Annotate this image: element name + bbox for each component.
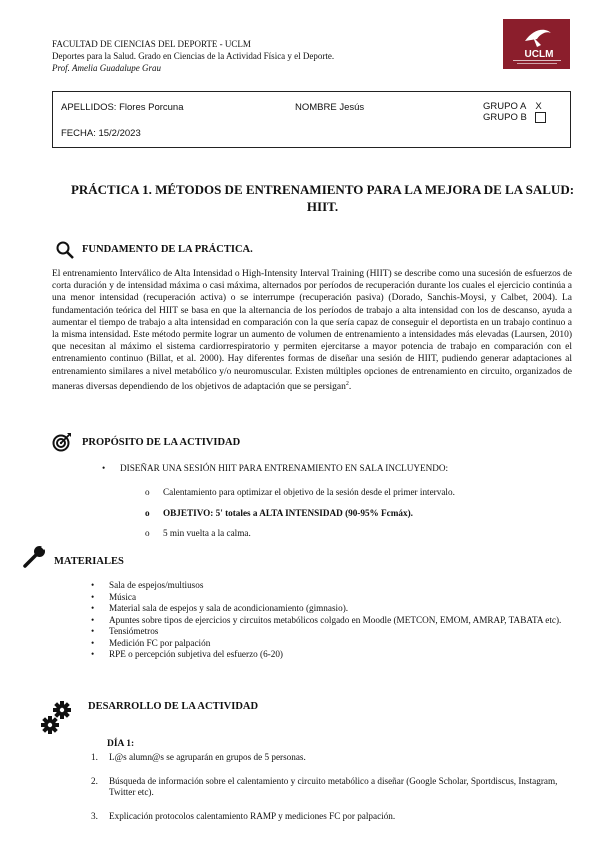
list-item bbox=[91, 580, 571, 592]
grupo-b-checkbox[interactable] bbox=[535, 112, 546, 123]
subitem-text: Calentamiento para optimizar el objetivo de la sesión desde el primer intervalo. bbox=[163, 487, 455, 497]
grupo-a-label: GRUPO A bbox=[483, 101, 526, 112]
material-text: Música bbox=[109, 591, 137, 602]
logo-graphic bbox=[503, 19, 570, 69]
grupo-a-row bbox=[483, 101, 542, 112]
list-item bbox=[91, 811, 571, 823]
item-number: 3. bbox=[91, 810, 98, 821]
proposito-main-item bbox=[102, 463, 572, 475]
material-text: Tensiómetros bbox=[109, 626, 159, 636]
list-item bbox=[91, 752, 571, 764]
subitem-text: OBJETIVO: 5' totales a ALTA INTENSIDAD (90-95% Fcmáx). bbox=[163, 507, 413, 518]
fundamento-heading: FUNDAMENTO DE LA PRÁCTICA. bbox=[82, 244, 253, 255]
material-text: RPE o percepción subjetiva del esfuerzo (6-20) bbox=[109, 649, 283, 659]
professor-line: Prof. Amelia Guadalupe Grau bbox=[52, 63, 161, 73]
material-text: Material sala de espejos y sala de acondicionamiento (gimnasio). bbox=[109, 603, 349, 613]
list-item bbox=[91, 638, 571, 650]
fundamento-paragraph: El entrenamiento Interválico de Alta Intensidad o High-Intensity Interval Training (HIIT) se describe como una sucesión de esfuerzos de corta duración y de intensidad máxima o casi máxima, alternados por períodos de recuperación durante los cuales el ejercicio continúa a una menor intensidad (recuperación activa) o se interrumpe (recuperación pasiva) (Dorado, Sanchis-Moysi, y Calbet, 2004). La fundamentación teórica del HIIT se basa en que la alternancia de los períodos de trabajo a alta intensidad con los de descanso, ayuda a aumentar el tiempo de trabajo a alta intensidad en comparación con la que sería capaz de conseguir el deportista en un trabajo continuo a la misma intensidad. Este método permite lograr un aumento de volumen de entrenamiento a intensidades más elevadas (Laursen, 2010) que necesitan al máximo el sistema cardiorrespiratorio y permiten ejercitarse a mayor potencia de trabajo en comparación con el entrenamiento continuo (Billat, et al. 2000). Hay diferentes formas de diseñar una sesión de HIIT, pudiendo generar adaptaciones al entrenamiento similares a nivel metabólico y/o neuromuscular. Existen múltiples opciones de entrenamiento en circuito, organizados de maneras diversas dependiendo de los objetivos de adaptación que se persigan$^2$. bbox=[52, 269, 572, 392]
list-item bbox=[91, 615, 571, 627]
materiales-list bbox=[91, 580, 571, 661]
footnote-ref: 2 bbox=[345, 380, 349, 387]
fecha-field: FECHA: 15/2/2023 bbox=[61, 128, 141, 139]
list-item bbox=[91, 626, 571, 638]
list-item bbox=[91, 603, 571, 615]
materiales-heading: MATERIALES bbox=[54, 556, 124, 567]
apellidos-field: APELLIDOS: Flores Porcuna bbox=[61, 102, 184, 113]
uclm-logo bbox=[503, 19, 570, 69]
page-header bbox=[52, 38, 334, 74]
desarrollo-heading: DESARROLLO DE LA ACTIVIDAD bbox=[88, 701, 259, 712]
practice-title: PRÁCTICA 1. MÉTODOS DE ENTRENAMIENTO PARA LA MEJORA DE LA SALUD: HIIT. bbox=[70, 182, 575, 214]
item-text: L@s alumn@s se agruparán en grupos de 5 personas. bbox=[109, 752, 306, 762]
grupo-b-label: GRUPO B bbox=[483, 112, 527, 124]
item-text: Búsqueda de información sobre el calentamiento y circuito metabólico a diseñar (Google Scholar, Sportdiscus, Instagram, Twitter etc). bbox=[109, 775, 558, 797]
fundamento-text: El entrenamiento Interválico de Alta Intensidad o High-Intensity Interval Training (HIIT) se describe como una sucesión de esfuerzos de corta duración y de intensidad máxima o casi máxima, alternados por períodos de recuperación durante los cuales el ejercicio continúa a una menor intensidad (recuperación activa) o se interrumpe (recuperación pasiva) (Dorado, Sanchis-Moysi, y Calbet, 2004). La fundamentación teórica del HIIT se basa en que la alternancia de los períodos de trabajo a alta intensidad con los de descanso, ayuda a aumentar el tiempo de trabajo a alta intensidad en comparación con la que sería capaz de conseguir el deportista en un trabajo continuo a la misma intensidad. Este método permite lograr un aumento de volumen de entrenamiento a intensidades más elevadas (Laursen, 2010) que necesitan al máximo el sistema cardiorrespiratorio y permiten ejercitarse a mayor potencia de trabajo en comparación con el entrenamiento continuo (Billat, et al. 2000). Hay diferentes formas de diseñar una sesión de HIIT, pudiendo generar adaptaciones al entrenamiento similares a nivel metabólico y/o neuromuscular. Existen múltiples opciones de entrenamiento en circuito, organizados de maneras diversas dependiendo de los objetivos de adaptación que se persigan bbox=[52, 269, 572, 392]
list-item bbox=[91, 776, 571, 799]
student-info-box bbox=[52, 91, 571, 148]
list-item bbox=[145, 528, 565, 540]
target-icon bbox=[52, 432, 72, 457]
faculty-line: FACULTAD DE CIENCIAS DEL DEPORTE - UCLM bbox=[52, 39, 251, 49]
subitem-text: 5 min vuelta a la calma. bbox=[163, 528, 251, 538]
list-item bbox=[145, 487, 565, 499]
wrench-icon bbox=[22, 543, 48, 574]
course-line: Deportes para la Salud. Grado en Ciencias de la Actividad Física y el Deporte. bbox=[52, 51, 335, 61]
day-label: DÍA 1: bbox=[107, 739, 135, 749]
material-text: Medición FC por palpación bbox=[109, 637, 211, 648]
proposito-sublist bbox=[145, 487, 565, 540]
grupo-b-row bbox=[483, 112, 546, 123]
proposito-main-text: DISEÑAR UNA SESIÓN HIIT PARA ENTRENAMIENTO EN SALA INCLUYENDO: bbox=[120, 463, 449, 473]
item-number: 2. bbox=[91, 775, 98, 786]
grupo-a-mark: X bbox=[535, 101, 542, 112]
list-item bbox=[91, 649, 571, 661]
logo-text: UCLM bbox=[524, 49, 554, 60]
list-item bbox=[91, 592, 571, 604]
proposito-heading: PROPÓSITO DE LA ACTIVIDAD bbox=[82, 437, 241, 448]
proposito-list bbox=[102, 463, 572, 475]
gears-icon bbox=[40, 700, 74, 741]
nombre-field: NOMBRE Jesús bbox=[295, 102, 365, 113]
item-text: Explicación protocolos calentamiento RAMP y mediciones FC por palpación. bbox=[109, 810, 396, 821]
desarrollo-list bbox=[91, 752, 571, 822]
material-text: Apuntes sobre tipos de ejercicios y circuitos metabólicos colgado en Moodle (METCON, EMOM, AMRAP, TABATA etc). bbox=[109, 614, 562, 625]
material-text: Sala de espejos/multiusos bbox=[109, 580, 204, 590]
magnifier-icon bbox=[56, 241, 74, 264]
item-number: 1. bbox=[91, 752, 98, 762]
list-item bbox=[145, 508, 565, 520]
